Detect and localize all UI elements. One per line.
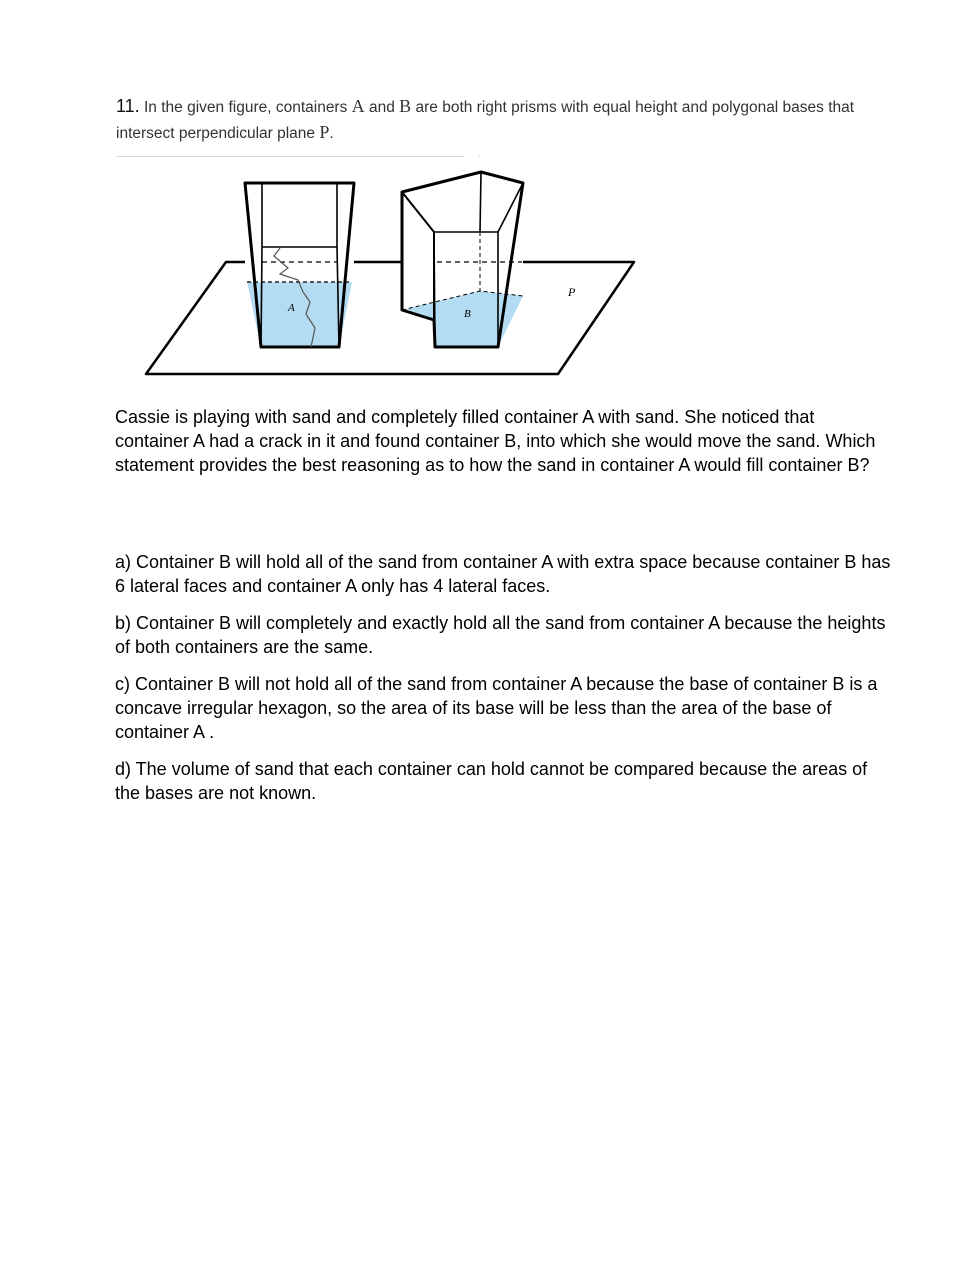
question-prompt-and: and — [368, 99, 395, 116]
divider-dot — [478, 156, 480, 157]
choice-c[interactable]: c) Container B will not hold all of the sand from container A because the base of container B is a concave irregular hexagon, so the area of its base will be less than the area of the base of container A . — [115, 674, 878, 742]
prism-figure — [140, 170, 640, 380]
question-number: 11. — [116, 96, 140, 116]
problem-stem: Cassie is playing with sand and completely filled container A with sand. She noticed that container A had a crack in it and found container B, into which she would move the sand. Which statement provides the best reasoning as to how the sand in container A would fill container B? — [115, 407, 876, 475]
variable-p: P — [319, 122, 330, 142]
prism-diagram — [140, 170, 640, 380]
question-prompt-part1: In the given figure, containers — [144, 99, 348, 116]
choice-d[interactable]: d) The volume of sand that each container can hold cannot be compared because the areas of the bases are not known. — [115, 759, 868, 803]
question-header — [116, 94, 896, 146]
answer-choices — [115, 550, 895, 818]
divider-line — [116, 156, 464, 157]
variable-a: A — [351, 96, 365, 116]
label-b: B — [464, 308, 471, 320]
label-p: P — [568, 285, 576, 299]
plane-p — [146, 262, 634, 374]
container-a-sand — [247, 282, 352, 347]
choice-b[interactable]: b) Container B will completely and exactly hold all the sand from container A because the heights of both containers are the same. — [115, 613, 886, 657]
choice-a[interactable]: a) Container B will hold all of the sand from container A with extra space because container B has 6 lateral faces and container A only has 4 lateral faces. — [115, 552, 891, 596]
label-a: A — [288, 302, 295, 314]
question-prompt-part2: are both right prisms with equal height and polygonal bases that intersect perpendicular plane — [116, 99, 855, 142]
variable-b: B — [399, 96, 412, 116]
question-prompt-end: . — [329, 125, 334, 142]
